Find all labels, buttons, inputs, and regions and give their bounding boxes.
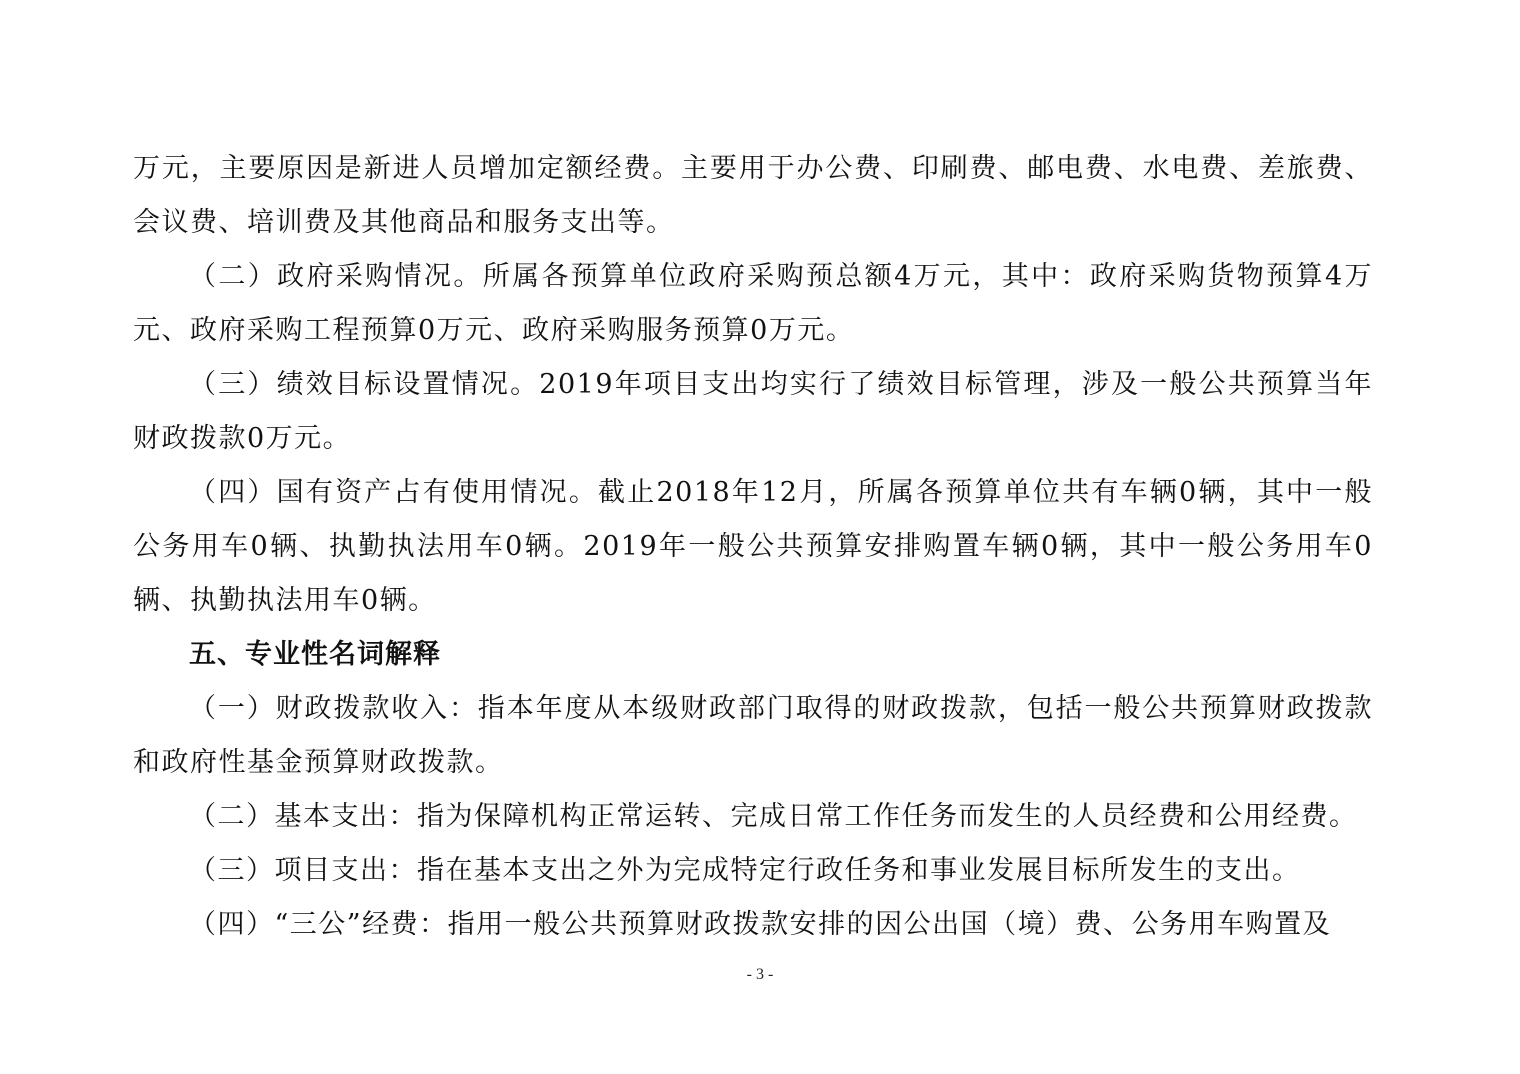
paragraph-government-procurement: （二）政府采购情况。所属各预算单位政府采购预总额4万元，其中：政府采购货物预算4万元、政府采购工程预算0万元、政府采购服务预算0万元。 xyxy=(133,261,1373,346)
definition-three-public-expenses: （四）“三公”经费：指用一般公共预算财政拨款安排的因公出国（境）费、公务用车购置及 xyxy=(189,909,1332,940)
definition-project-expenditure: （三）项目支出：指在基本支出之外为完成特定行政任务和事业发展目标所发生的支出。 xyxy=(189,855,1301,886)
page-number: - 3 - xyxy=(746,966,774,983)
definition-basic-expenditure: （二）基本支出：指为保障机构正常运转、完成日常工作任务而发生的人员经费和公用经费。 xyxy=(189,801,1358,832)
document-body xyxy=(133,142,1373,952)
definition-fiscal-appropriation-income: （一）财政拨款收入：指本年度从本级财政部门取得的财政拨款，包括一般公共预算财政拨款和政府性基金预算财政拨款。 xyxy=(133,693,1373,778)
section-heading-terminology: 五、专业性名词解释 xyxy=(189,639,441,670)
paragraph-state-assets: （四）国有资产占有使用情况。截止2018年12月，所属各预算单位共有车辆0辆，其中一般公务用车0辆、执勤执法用车0辆。2019年一般公共预算安排购置车辆0辆，其中一般公务用车0辆、执勤执法用车0辆。 xyxy=(133,477,1373,616)
paragraph-performance-targets: （三）绩效目标设置情况。2019年项目支出均实行了绩效目标管理，涉及一般公共预算当年财政拨款0万元。 xyxy=(133,369,1373,454)
paragraph-expense-usage: 万元，主要原因是新进人员增加定额经费。主要用于办公费、印刷费、邮电费、水电费、差旅费、会议费、培训费及其他商品和服务支出等。 xyxy=(133,153,1373,238)
